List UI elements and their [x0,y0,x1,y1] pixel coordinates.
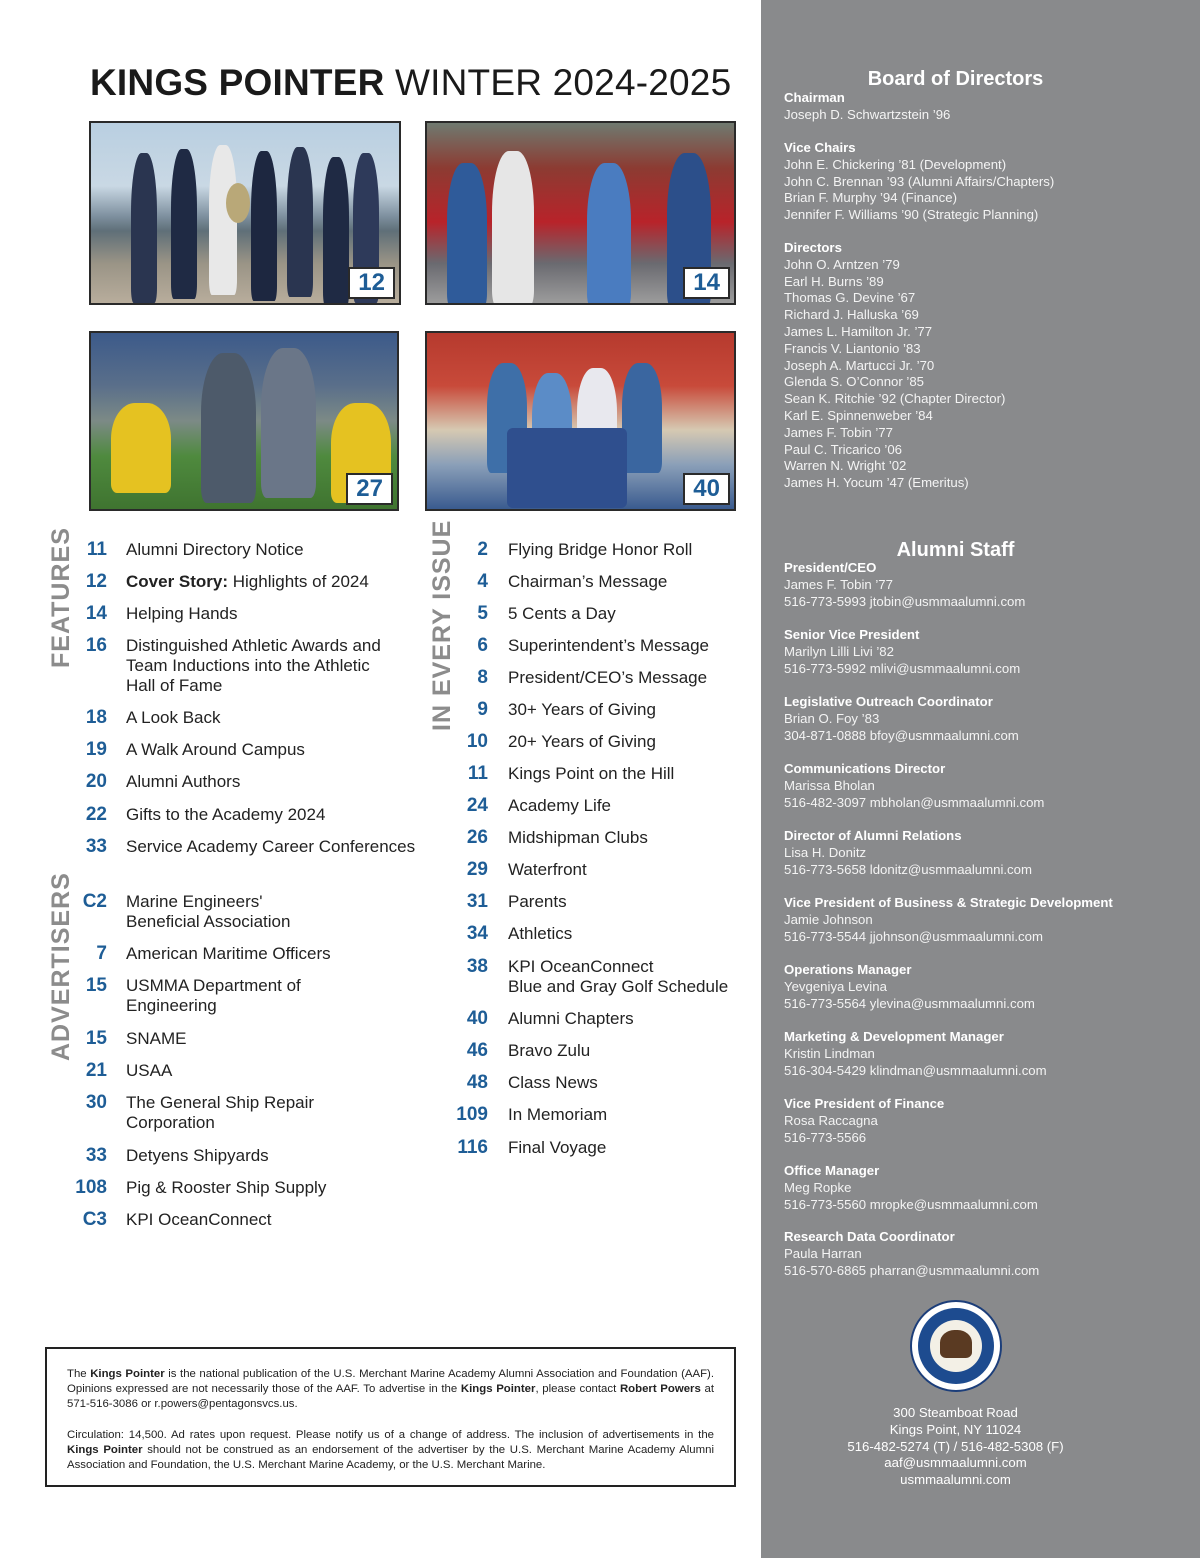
toc-page-number: 16 [85,635,107,656]
publication-notice [45,1347,736,1487]
toc-page-number: 18 [85,707,107,728]
toc-title: The General Ship Repair Corporation [126,1093,315,1132]
toc-title: Gifts to the Academy 2024 [126,805,326,824]
toc-item[interactable] [70,708,221,728]
toc-title: Flying Bridge Honor Roll [508,540,693,559]
toc-title: Helping Hands [126,604,238,623]
toc-item[interactable] [450,828,648,848]
toc-page-number: 14 [85,603,107,624]
toc-title: Marine Engineers' Beneficial Association [126,892,291,931]
section-label-every-issue: IN EVERY ISSUE [428,519,456,731]
toc-item[interactable] [70,604,238,624]
toc-page-number: C3 [82,1209,107,1230]
toc-title: Pig & Rooster Ship Supply [126,1178,327,1197]
toc-page-number: 11 [467,763,488,784]
toc-page-number: 9 [477,699,488,720]
toc-item[interactable] [70,1146,269,1166]
toc-title: Alumni Chapters [508,1009,634,1028]
toc-item[interactable] [70,772,240,792]
toc-title: USMMA Department of Engineering [126,976,301,1015]
toc-title: Detyens Shipyards [126,1146,269,1165]
toc-page-number: C2 [82,891,107,912]
toc-title: Midshipman Clubs [508,828,648,847]
photo-rugby-match [89,331,399,511]
board-directors: Directors John O. Arntzen ’79 Earl H. Burns ’89 Thomas G. Devine ’67 Richard J. Halluska ’69 James L. Hamilton Jr. ’77 Francis V. Liantonio ’83 Joseph A. Martucci Jr. ’70 Glenda S. O’Connor ’85 Sean K. Ritchie ’92 (Chapter Director) Karl E. Spinnenweber ’84 James F. Tobin ’77 Paul C. Tricarico ’06 Warren N. Wright ’02 James H. Yocum ’47 (Emeritus) [784,240,1006,491]
toc-title: Distinguished Athletic Awards and Team Inductions into the Athletic Hall of Fame [126,636,381,695]
alumni-association-seal-logo [910,1300,1002,1392]
staff-member: Vice President of Business & Strategic Development Jamie Johnson 516-773-5544 jjohnson@usmmaalumni.com [784,895,1113,944]
toc-page-number: 11 [86,539,107,560]
toc-item[interactable] [450,1073,598,1093]
toc-item[interactable] [70,1210,272,1230]
board-chairman: Chairman Joseph D. Schwartzstein ’96 [784,90,951,122]
board-heading: Board of Directors [867,68,1044,90]
toc-page-number: 19 [85,739,107,760]
toc-item[interactable] [450,540,692,560]
toc-item[interactable] [450,732,656,752]
page-number-badge: 12 [348,267,395,299]
toc-page-number: 12 [85,571,107,592]
toc-title: A Look Back [126,708,221,727]
toc-item[interactable] [450,1105,607,1125]
circulation-notice-paragraph: Circulation: 14,500. Ad rates upon request. Please notify us of a change of address. The inclusion of advertisements in the Kings Pointer should not be construed as an endorsement of the advertiser by the U.S. Merchant Marine Academy Alumni Association and Foundation, the U.S. Merchant Marine Academy, or the U.S. Merchant Marine. [67,1429,714,1471]
toc-item[interactable] [450,604,616,624]
toc-page-number: 40 [466,1008,488,1029]
toc-page-number: 21 [85,1060,107,1081]
toc-item[interactable] [450,957,728,997]
toc-page-number: 15 [85,1028,107,1049]
publication-notice-paragraph: The Kings Pointer is the national publication of the U.S. Merchant Marine Academy Alumni Association and Foundation (AAF). Opinions expressed are not necessarily those of the AAF. To advertise in the Kings Pointer, please contact Robert Powers at 571-516-3086 or r.powers@pentagonsvcs.us. [67,1368,715,1410]
toc-title: President/CEO’s Message [508,668,708,687]
page-number-badge: 14 [683,267,730,299]
contact-address: 300 Steamboat Road Kings Point, NY 11024 516-482-5274 (T) / 516-482-5308 (F) aaf@usmmaalumni.com usmmaalumni.com [847,1405,1064,1488]
section-label-features: FEATURES [47,527,75,668]
toc-page-number: 4 [477,571,488,592]
toc-title: In Memoriam [508,1105,608,1124]
toc-item[interactable] [450,1138,606,1158]
page-number-badge: 27 [346,473,393,505]
toc-page-number: 20 [85,771,107,792]
toc-item[interactable] [70,1029,186,1049]
staff-member: Operations Manager Yevgeniya Levina 516-773-5564 ylevina@usmmaalumni.com [784,962,1035,1011]
toc-page-number: 15 [85,975,107,996]
toc-item[interactable] [450,764,674,784]
toc-item[interactable] [450,860,587,880]
toc-item[interactable] [70,572,369,592]
toc-title: KPI OceanConnect [126,1210,272,1229]
toc-title: SNAME [126,1029,187,1048]
toc-page-number: 24 [466,795,488,816]
staff-member: Research Data Coordinator Paula Harran 516-570-6865 pharran@usmmaalumni.com [784,1229,1040,1278]
toc-item[interactable] [450,668,707,688]
toc-item[interactable] [450,1041,590,1061]
toc-page-number: 7 [96,943,107,964]
toc-page-number: 5 [477,603,488,624]
toc-title: 20+ Years of Giving [508,732,656,751]
toc-title: Alumni Directory Notice [126,540,304,559]
toc-item[interactable] [70,892,290,932]
toc-title: KPI OceanConnect Blue and Gray Golf Schedule [508,957,729,996]
masthead-panel [761,0,1200,1558]
toc-item[interactable] [450,572,667,592]
page-number-badge: 40 [683,473,730,505]
toc-page-number: 33 [85,1145,107,1166]
toc-title: Superintendent’s Message [508,636,709,655]
toc-item[interactable] [450,924,572,944]
toc-page-number: 116 [457,1137,488,1158]
toc-title: American Maritime Officers [126,944,331,963]
toc-title: 5 Cents a Day [508,604,616,623]
toc-title: Service Academy Career Conferences [126,837,416,856]
toc-title: Alumni Authors [126,772,241,791]
toc-page-number: 34 [466,923,488,944]
toc-page-number: 109 [456,1104,488,1125]
magazine-title: KINGS POINTER WINTER 2024-2025 [90,62,732,103]
photo-cover-story [89,121,401,305]
toc-page-number: 48 [466,1072,488,1093]
staff-member: Office Manager Meg Ropke 516-773-5560 mropke@usmmaalumni.com [784,1163,1038,1212]
staff-member: Senior Vice President Marilyn Lilli Livi ’82 516-773-5992 mlivi@usmmaalumni.com [784,627,1021,676]
staff-member: Communications Director Marissa Bholan 516-482-3097 mbholan@usmmaalumni.com [784,761,1045,810]
toc-page-number: 46 [466,1040,488,1061]
staff-member: Vice President of Finance Rosa Raccagna 516-773-5566 [784,1096,945,1145]
toc-item[interactable] [70,944,331,964]
toc-title: Final Voyage [508,1138,607,1157]
toc-title: 30+ Years of Giving [508,700,656,719]
toc-title: A Walk Around Campus [126,740,305,759]
toc-item[interactable] [70,1093,314,1133]
toc-item[interactable] [70,976,301,1016]
toc-item[interactable] [450,636,709,656]
toc-page-number: 22 [85,804,107,825]
toc-title: Chairman’s Message [508,572,668,591]
toc-title: Athletics [508,924,573,943]
toc-title: Cover Story: Highlights of 2024 [126,572,369,591]
toc-title: USAA [126,1061,173,1080]
staff-member: Marketing & Development Manager Kristin Lindman 516-304-5429 klindman@usmmaalumni.com [784,1029,1047,1078]
staff-member: Director of Alumni Relations Lisa H. Donitz 516-773-5658 ldonitz@usmmaalumni.com [784,828,1032,877]
toc-item[interactable] [70,1061,172,1081]
staff-member: President/CEO James F. Tobin ’77 516-773-5993 jtobin@usmmaalumni.com [784,560,1026,609]
toc-item[interactable] [450,796,611,816]
toc-page-number: 6 [477,635,488,656]
toc-item[interactable] [70,1178,326,1198]
toc-page-number: 31 [466,891,488,912]
toc-item[interactable] [70,636,381,696]
section-label-advertisers: ADVERTISERS [47,872,75,1061]
toc-page-number: 8 [477,667,488,688]
toc-item[interactable] [70,837,415,857]
toc-item[interactable] [70,740,305,760]
toc-page-number: 2 [477,539,488,560]
board-vice-chairs: Vice Chairs John E. Chickering ’81 (Development) John C. Brennan ’93 (Alumni Affairs/Chapters) Brian F. Murphy ’94 (Finance) Jennifer F. Williams ’90 (Strategic Planning) [784,140,1055,223]
toc-page-number: 108 [75,1177,107,1198]
toc-title: Class News [508,1073,598,1092]
staff-member: Legislative Outreach Coordinator Brian O. Foy ’83 304-871-0888 bfoy@usmmaalumni.com [784,694,1019,743]
toc-title: Parents [508,892,567,911]
toc-item[interactable] [70,540,304,560]
photo-alumni-chapter [425,331,736,511]
toc-title: Academy Life [508,796,611,815]
photo-helping-hands [425,121,736,305]
toc-item[interactable] [70,805,325,825]
toc-title: Kings Point on the Hill [508,764,675,783]
toc-page-number: 38 [466,956,488,977]
toc-page-number: 33 [85,836,107,857]
toc-title: Bravo Zulu [508,1041,591,1060]
staff-heading: Alumni Staff [896,539,1015,561]
toc-title: Waterfront [508,860,587,879]
toc-item[interactable] [450,700,656,720]
toc-item[interactable] [450,892,567,912]
toc-page-number: 10 [466,731,488,752]
toc-page-number: 30 [85,1092,107,1113]
toc-page-number: 26 [466,827,488,848]
toc-item[interactable] [450,1009,634,1029]
toc-page-number: 29 [466,859,488,880]
